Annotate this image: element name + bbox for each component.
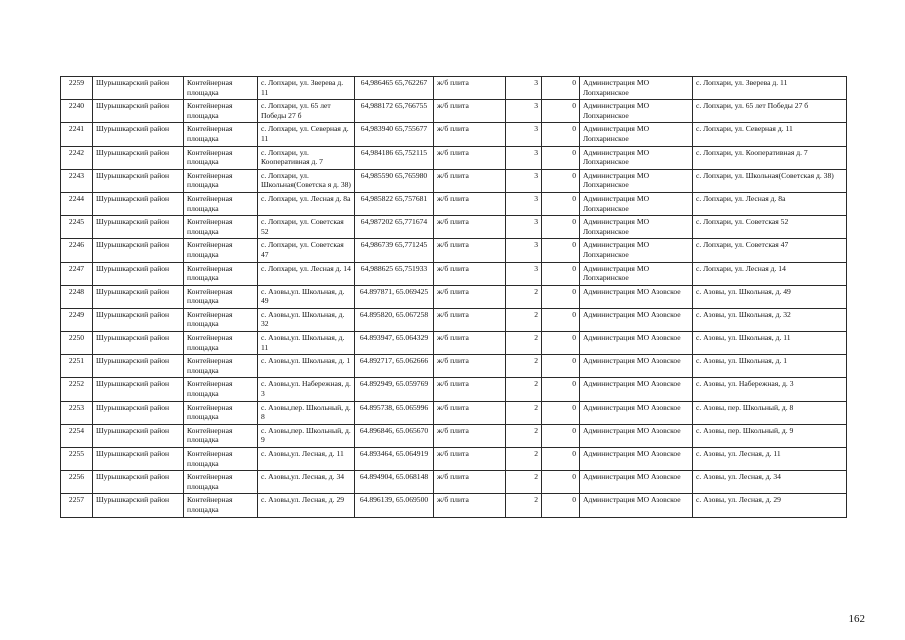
cover-cell: ж/б плита (434, 216, 506, 239)
table-row (61, 494, 847, 517)
row-number: 2253 (61, 401, 93, 424)
table-row (61, 448, 847, 471)
type-cell: Контейнерная площадка (184, 355, 258, 378)
volume-cell: 0 (542, 77, 580, 100)
source-cell: с. Азовы, ул. Школьная, д. 32 (693, 308, 847, 331)
coordinates-cell: 64,986465 65,762267 (355, 77, 434, 100)
row-number: 2259 (61, 77, 93, 100)
containers-cell: 3 (506, 262, 542, 285)
row-number: 2254 (61, 424, 93, 447)
containers-cell: 2 (506, 471, 542, 494)
containers-cell: 3 (506, 239, 542, 262)
source-cell: с. Азовы, ул. Лесная, д. 29 (693, 494, 847, 517)
table-body (61, 77, 847, 518)
table-row (61, 216, 847, 239)
address-cell: с. Лопхари, ул. Кооперативная д. 7 (258, 146, 355, 169)
type-cell: Контейнерная площадка (184, 424, 258, 447)
type-cell: Контейнерная площадка (184, 239, 258, 262)
cover-cell: ж/б плита (434, 471, 506, 494)
source-cell: с. Азовы, пер. Школьный, д. 8 (693, 401, 847, 424)
table-row (61, 146, 847, 169)
volume-cell: 0 (542, 169, 580, 192)
row-number: 2257 (61, 494, 93, 517)
type-cell: Контейнерная площадка (184, 401, 258, 424)
owner-cell: Администрация МО Азовское (580, 285, 693, 308)
coordinates-cell: 64,987202 65,771674 (355, 216, 434, 239)
type-cell: Контейнерная площадка (184, 146, 258, 169)
table-row (61, 100, 847, 123)
table-row (61, 378, 847, 401)
table-row (61, 401, 847, 424)
source-cell: с. Азовы, ул. Лесная, д. 11 (693, 448, 847, 471)
row-number: 2247 (61, 262, 93, 285)
cover-cell: ж/б плита (434, 494, 506, 517)
district-cell: Шурышкарский район (93, 308, 184, 331)
coordinates-cell: 64.892717, 65.062666 (355, 355, 434, 378)
source-cell: с. Лопхари, ул. 65 лет Победы 27 б (693, 100, 847, 123)
district-cell: Шурышкарский район (93, 77, 184, 100)
district-cell: Шурышкарский район (93, 378, 184, 401)
address-cell: с. Азовы,пер. Школьный, д. 8 (258, 401, 355, 424)
owner-cell: Администрация МО Лопхаринское (580, 239, 693, 262)
type-cell: Контейнерная площадка (184, 308, 258, 331)
address-cell: с. Лопхари, ул. Советская 52 (258, 216, 355, 239)
district-cell: Шурышкарский район (93, 169, 184, 192)
row-number: 2242 (61, 146, 93, 169)
address-cell: с. Азовы,ул. Школьная, д. 1 (258, 355, 355, 378)
coordinates-cell: 64,988625 65,751933 (355, 262, 434, 285)
containers-cell: 3 (506, 169, 542, 192)
coordinates-cell: 64.897871, 65.069425 (355, 285, 434, 308)
district-cell: Шурышкарский район (93, 494, 184, 517)
source-cell: с. Лопхари, ул. Советская 52 (693, 216, 847, 239)
address-cell: с. Азовы,ул. Лесная, д. 34 (258, 471, 355, 494)
owner-cell: Администрация МО Лопхаринское (580, 100, 693, 123)
owner-cell: Администрация МО Лопхаринское (580, 123, 693, 146)
owner-cell: Администрация МО Лопхаринское (580, 216, 693, 239)
coordinates-cell: 64.893464, 65.064919 (355, 448, 434, 471)
owner-cell: Администрация МО Азовское (580, 308, 693, 331)
volume-cell: 0 (542, 332, 580, 355)
coordinates-cell: 64.896139, 65.069500 (355, 494, 434, 517)
district-cell: Шурышкарский район (93, 216, 184, 239)
type-cell: Контейнерная площадка (184, 192, 258, 215)
containers-cell: 2 (506, 494, 542, 517)
district-cell: Шурышкарский район (93, 239, 184, 262)
source-cell: с. Лопхари, ул. Северная д. 11 (693, 123, 847, 146)
owner-cell: Администрация МО Азовское (580, 448, 693, 471)
address-cell: с. Азовы,ул. Школьная, д. 32 (258, 308, 355, 331)
table-row (61, 471, 847, 494)
owner-cell: Администрация МО Азовское (580, 494, 693, 517)
coordinates-cell: 64.893947, 65.064329 (355, 332, 434, 355)
containers-cell: 3 (506, 192, 542, 215)
owner-cell: Администрация МО Лопхаринское (580, 77, 693, 100)
district-cell: Шурышкарский район (93, 471, 184, 494)
table-row (61, 285, 847, 308)
owner-cell: Администрация МО Азовское (580, 378, 693, 401)
source-cell: с. Азовы, ул. Школьная, д. 11 (693, 332, 847, 355)
volume-cell: 0 (542, 401, 580, 424)
district-cell: Шурышкарский район (93, 262, 184, 285)
coordinates-cell: 64,983940 65,755677 (355, 123, 434, 146)
coordinates-cell: 64.894904, 65.068148 (355, 471, 434, 494)
row-number: 2250 (61, 332, 93, 355)
volume-cell: 0 (542, 192, 580, 215)
address-cell: с. Лопхари, ул. Зверева д. 11 (258, 77, 355, 100)
source-cell: с. Лопхари, ул. Кооперативная д. 7 (693, 146, 847, 169)
volume-cell: 0 (542, 100, 580, 123)
volume-cell: 0 (542, 471, 580, 494)
district-cell: Шурышкарский район (93, 355, 184, 378)
table-row (61, 239, 847, 262)
cover-cell: ж/б плита (434, 355, 506, 378)
volume-cell: 0 (542, 378, 580, 401)
coordinates-cell: 64.892949, 65.059769 (355, 378, 434, 401)
type-cell: Контейнерная площадка (184, 216, 258, 239)
coordinates-cell: 64.895820, 65.067258 (355, 308, 434, 331)
source-cell: с. Азовы, ул. Набережная, д. 3 (693, 378, 847, 401)
district-cell: Шурышкарский район (93, 285, 184, 308)
volume-cell: 0 (542, 494, 580, 517)
volume-cell: 0 (542, 285, 580, 308)
volume-cell: 0 (542, 355, 580, 378)
coordinates-cell: 64,985822 65,757681 (355, 192, 434, 215)
source-cell: с. Азовы, ул. Школьная, д. 49 (693, 285, 847, 308)
cover-cell: ж/б плита (434, 169, 506, 192)
containers-cell: 2 (506, 355, 542, 378)
coordinates-cell: 64,984186 65,752115 (355, 146, 434, 169)
cover-cell: ж/б плита (434, 378, 506, 401)
owner-cell: Администрация МО Азовское (580, 332, 693, 355)
type-cell: Контейнерная площадка (184, 494, 258, 517)
source-cell: с. Лопхари, ул. Лесная д. 8а (693, 192, 847, 215)
type-cell: Контейнерная площадка (184, 448, 258, 471)
table-row (61, 355, 847, 378)
row-number: 2255 (61, 448, 93, 471)
address-cell: с. Азовы,пер. Школьный, д. 9 (258, 424, 355, 447)
volume-cell: 0 (542, 123, 580, 146)
district-cell: Шурышкарский район (93, 146, 184, 169)
containers-cell: 3 (506, 146, 542, 169)
coordinates-cell: 64,985590 65,765980 (355, 169, 434, 192)
table-row (61, 169, 847, 192)
coordinates-cell: 64.896846, 65.065670 (355, 424, 434, 447)
row-number: 2251 (61, 355, 93, 378)
coordinates-cell: 64,986739 65,771245 (355, 239, 434, 262)
source-cell: с. Лопхари, ул. Школьная(Советская д. 38) (693, 169, 847, 192)
owner-cell: Администрация МО Лопхаринское (580, 169, 693, 192)
containers-cell: 2 (506, 332, 542, 355)
type-cell: Контейнерная площадка (184, 169, 258, 192)
cover-cell: ж/б плита (434, 262, 506, 285)
page-number: 162 (848, 613, 865, 625)
row-number: 2246 (61, 239, 93, 262)
owner-cell: Администрация МО Азовское (580, 471, 693, 494)
type-cell: Контейнерная площадка (184, 332, 258, 355)
row-number: 2244 (61, 192, 93, 215)
table-row (61, 332, 847, 355)
address-cell: с. Лопхари, ул. Советская 47 (258, 239, 355, 262)
cover-cell: ж/б плита (434, 77, 506, 100)
type-cell: Контейнерная площадка (184, 285, 258, 308)
cover-cell: ж/б плита (434, 332, 506, 355)
table-row (61, 424, 847, 447)
coordinates-cell: 64.895738, 65.065996 (355, 401, 434, 424)
source-cell: с. Азовы, ул. Школьная, д. 1 (693, 355, 847, 378)
volume-cell: 0 (542, 448, 580, 471)
volume-cell: 0 (542, 308, 580, 331)
type-cell: Контейнерная площадка (184, 471, 258, 494)
containers-cell: 2 (506, 448, 542, 471)
district-cell: Шурышкарский район (93, 448, 184, 471)
cover-cell: ж/б плита (434, 146, 506, 169)
source-cell: с. Лопхари, ул. Зверева д. 11 (693, 77, 847, 100)
address-cell: с. Азовы,ул. Школьная, д. 49 (258, 285, 355, 308)
source-cell: с. Азовы, пер. Школьный, д. 9 (693, 424, 847, 447)
containers-cell: 2 (506, 401, 542, 424)
address-cell: с. Лопхари, ул. Лесная д. 8а (258, 192, 355, 215)
row-number: 2252 (61, 378, 93, 401)
address-cell: с. Лопхари, ул. Лесная д. 14 (258, 262, 355, 285)
source-cell: с. Лопхари, ул. Лесная д. 14 (693, 262, 847, 285)
cover-cell: ж/б плита (434, 308, 506, 331)
address-cell: с. Лопхари, ул. Школьная(Советска я д. 38) (258, 169, 355, 192)
type-cell: Контейнерная площадка (184, 100, 258, 123)
containers-cell: 3 (506, 123, 542, 146)
containers-cell: 3 (506, 77, 542, 100)
row-number: 2240 (61, 100, 93, 123)
district-cell: Шурышкарский район (93, 123, 184, 146)
row-number: 2248 (61, 285, 93, 308)
owner-cell: Администрация МО Лопхаринское (580, 146, 693, 169)
district-cell: Шурышкарский район (93, 424, 184, 447)
registry-table (60, 76, 847, 518)
table-row (61, 262, 847, 285)
volume-cell: 0 (542, 216, 580, 239)
cover-cell: ж/б плита (434, 192, 506, 215)
address-cell: с. Азовы,ул. Школьная, д. 11 (258, 332, 355, 355)
owner-cell: Администрация МО Азовское (580, 355, 693, 378)
district-cell: Шурышкарский район (93, 100, 184, 123)
table-row (61, 308, 847, 331)
row-number: 2243 (61, 169, 93, 192)
type-cell: Контейнерная площадка (184, 77, 258, 100)
volume-cell: 0 (542, 262, 580, 285)
containers-cell: 2 (506, 285, 542, 308)
district-cell: Шурышкарский район (93, 332, 184, 355)
containers-cell: 2 (506, 308, 542, 331)
table-row (61, 192, 847, 215)
volume-cell: 0 (542, 146, 580, 169)
owner-cell: Администрация МО Азовское (580, 401, 693, 424)
table-row (61, 123, 847, 146)
containers-cell: 3 (506, 216, 542, 239)
type-cell: Контейнерная площадка (184, 123, 258, 146)
address-cell: с. Лопхари, ул. 65 лет Победы 27 б (258, 100, 355, 123)
owner-cell: Администрация МО Лопхаринское (580, 192, 693, 215)
address-cell: с. Азовы,ул. Лесная, д. 11 (258, 448, 355, 471)
cover-cell: ж/б плита (434, 401, 506, 424)
volume-cell: 0 (542, 239, 580, 262)
cover-cell: ж/б плита (434, 100, 506, 123)
row-number: 2249 (61, 308, 93, 331)
table-row (61, 77, 847, 100)
row-number: 2245 (61, 216, 93, 239)
containers-cell: 3 (506, 100, 542, 123)
address-cell: с. Азовы,ул. Лесная, д. 29 (258, 494, 355, 517)
owner-cell: Администрация МО Азовское (580, 424, 693, 447)
row-number: 2256 (61, 471, 93, 494)
type-cell: Контейнерная площадка (184, 378, 258, 401)
coordinates-cell: 64,988172 65,766755 (355, 100, 434, 123)
cover-cell: ж/б плита (434, 123, 506, 146)
type-cell: Контейнерная площадка (184, 262, 258, 285)
cover-cell: ж/б плита (434, 285, 506, 308)
cover-cell: ж/б плита (434, 424, 506, 447)
row-number: 2241 (61, 123, 93, 146)
volume-cell: 0 (542, 424, 580, 447)
district-cell: Шурышкарский район (93, 192, 184, 215)
containers-cell: 2 (506, 424, 542, 447)
address-cell: с. Лопхари, ул. Северная д. 11 (258, 123, 355, 146)
containers-cell: 2 (506, 378, 542, 401)
source-cell: с. Лопхари, ул. Советская 47 (693, 239, 847, 262)
cover-cell: ж/б плита (434, 448, 506, 471)
address-cell: с. Азовы,ул. Набережная, д. 3 (258, 378, 355, 401)
district-cell: Шурышкарский район (93, 401, 184, 424)
cover-cell: ж/б плита (434, 239, 506, 262)
source-cell: с. Азовы, ул. Лесная, д. 34 (693, 471, 847, 494)
owner-cell: Администрация МО Лопхаринское (580, 262, 693, 285)
